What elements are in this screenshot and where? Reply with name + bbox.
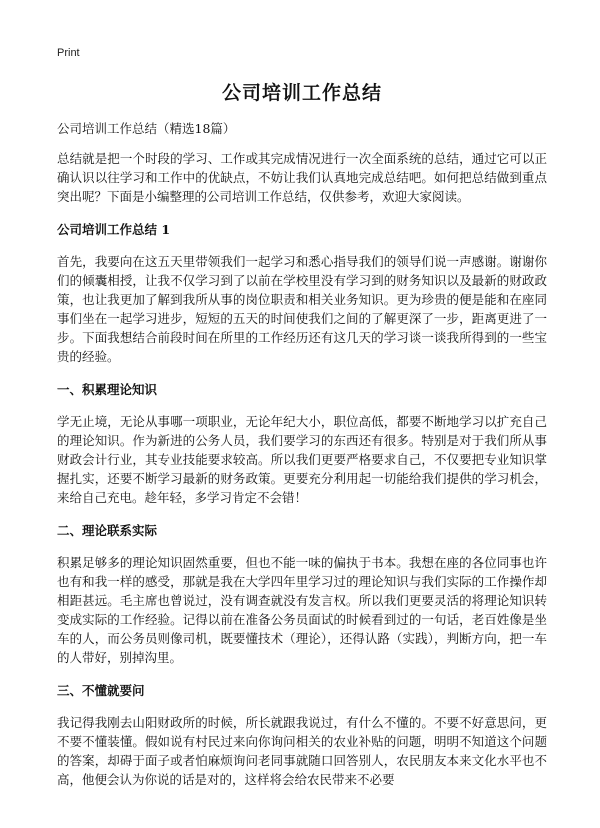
- intro-paragraph: 总结就是把一个时段的学习、工作或其完成情况进行一次全面系统的总结，通过它可以正确认识以往学习和工作中的优缺点，不妨让我们认真地完成总结吧。如何把总结做到重点突出呢？下面是小编整理的公司培训工作总结，仅供参考，欢迎大家阅读。: [57, 151, 547, 204]
- paragraph-ask-questions: 我记得我刚去山阳财政所的时候，所长就跟我说过，有什么不懂的。不要不好意思问，更不要不懂装懂。假如说有村民过来向你询问相关的农业补贴的问题，明明不知道这个问题的答案，却碍于面子或者怕麻烦询问老同事就随口回答别人，农民朋友本来文化水平也不高，他便会认为你说的话是对的，这样将会给农民带来不必要: [57, 715, 547, 787]
- paragraph-theory-practice: 积累足够多的理论知识固然重要，但也不能一味的偏执于书本。我想在座的各位同事也许也有和我一样的感受，那就是我在大学四年里学习过的理论知识与我们实际的工作操作却相距甚远。毛主席也曾说过，没有调查就没有发言权。所以我们更要灵活的将理论知识转变成实际的工作经验。记得以前在准备公务员面试的时候看到过的一句话，老百姓像是坐车的人，而公务员则像司机，既要懂技术（理论），还得认路（实践），判断方向，把一车的人带好，别掉沟里。: [57, 555, 547, 665]
- section-1-paragraph: 首先，我要向在这五天里带领我们一起学习和悉心指导我们的领导们说一声感谢。谢谢你们的倾囊相授，让我不仅学习到了以前在学校里没有学习到的财务知识以及最新的财政政策，也让我更加了解到我所从事的岗位职责和相关业务知识。更为珍贵的便是能和在座同事们坐在一起学习进步，短短的五天的时间使我们之间的了解更深了一步，距离更进了一步。下面我想结合前段时间在所里的工作经历还有这几天的学习谈一谈我所得到的一些宝贵的经验。: [57, 254, 547, 364]
- subheading-theory-practice: 二、理论联系实际: [57, 523, 158, 538]
- section-heading-1: 公司培训工作总结 1: [57, 222, 171, 237]
- subheading-ask-questions: 三、不懂就要问: [57, 683, 145, 698]
- document-subtitle: 公司培训工作总结（精选18篇）: [57, 121, 236, 136]
- paragraph-accumulate-theory: 学无止境，无论从事哪一项职业，无论年纪大小，职位高低，都要不断地学习以扩充自己的理论知识。作为新进的公务人员，我们要学习的东西还有很多。特别是对于我们所从事财政会计行业，其专业技能要求较高。所以我们更要严格要求自己，不仅要把专业知识掌握扎实，还要不断学习最新的财务政策。更要充分利用起一切能给我们提供的学习机会，来给自己充电。趁年轻，多学习肯定不会错！: [57, 414, 547, 505]
- print-link[interactable]: Print: [57, 47, 80, 59]
- page-title: 公司培训工作总结: [221, 82, 382, 104]
- document-body: [57, 78, 547, 799]
- subheading-accumulate-theory: 一、积累理论知识: [57, 382, 158, 397]
